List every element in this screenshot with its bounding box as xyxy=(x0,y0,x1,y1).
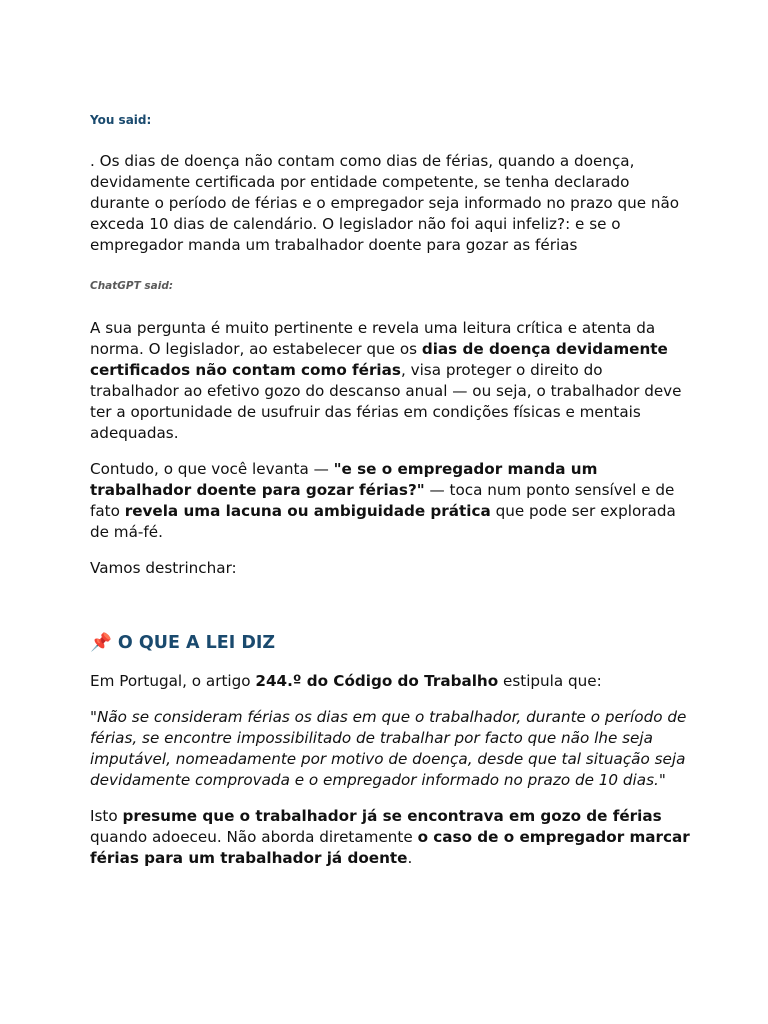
bold-phrase: 244.º do Código do Trabalho xyxy=(255,672,499,690)
answer-paragraph-3: Vamos destrinchar: xyxy=(90,559,237,577)
you-said-label: You said: xyxy=(90,113,152,127)
bold-phrase: dias de doença devidamente certificados não contam como férias xyxy=(90,340,668,379)
assistant-answer xyxy=(90,318,690,884)
bold-phrase: "e se o empregador manda um trabalhador doente para gozar férias?" xyxy=(90,460,598,499)
bold-phrase: o caso de o empregador marcar férias para um trabalhador já doente xyxy=(90,828,690,867)
bold-phrase: presume que o trabalhador já se encontrava em gozo de férias xyxy=(122,807,662,825)
answer-paragraph-5: Isto presume que o trabalhador já se encontrava em gozo de férias quando adoeceu. Não aborda diretamente o caso de o empregador marcar férias para um trabalhador já doente. xyxy=(90,807,690,867)
chatgpt-said-label: ChatGPT said: xyxy=(90,280,174,292)
pushpin-icon: 📌 xyxy=(90,633,112,653)
user-message: . Os dias de doença não contam como dias de férias, quando a doença, devidamente certificada por entidade competente, se tenha declarado durante o período de férias e o empregador seja informado no prazo que não exceda 10 dias de calendário. O legislador não foi aqui infeliz?: e se o empregador manda um trabalhador doente para gozar as férias xyxy=(90,152,680,254)
answer-paragraph-4: Em Portugal, o artigo 244.º do Código do Trabalho estipula que: xyxy=(90,672,602,690)
answer-paragraph-2: Contudo, o que você levanta — "e se o empregador manda um trabalhador doente para gozar férias?" — toca num ponto sensível e de fato revela uma lacuna ou ambiguidade prática que pode ser explorada de má-fé. xyxy=(90,460,676,541)
section-heading: 📌 O QUE A LEI DIZ xyxy=(90,633,276,653)
answer-paragraph-1: A sua pergunta é muito pertinente e revela uma leitura crítica e atenta da norma. O legislador, ao estabelecer que os dias de doença devidamente certificados não contam como férias, visa proteger o direito do trabalhador ao efetivo gozo do descanso anual — ou seja, o trabalhador deve ter a oportunidade de usufruir das férias em condições físicas e mentais adequadas. xyxy=(90,319,682,442)
bold-phrase: revela uma lacuna ou ambiguidade prática xyxy=(124,502,491,520)
law-quote: "Não se consideram férias os dias em que o trabalhador, durante o período de férias, se encontre impossibilitado de trabalhar por facto que não lhe seja imputável, nomeadamente por motivo de doença, desde que tal situação seja devidamente comprovada e o empregador informado no prazo de 10 dias." xyxy=(90,708,687,789)
